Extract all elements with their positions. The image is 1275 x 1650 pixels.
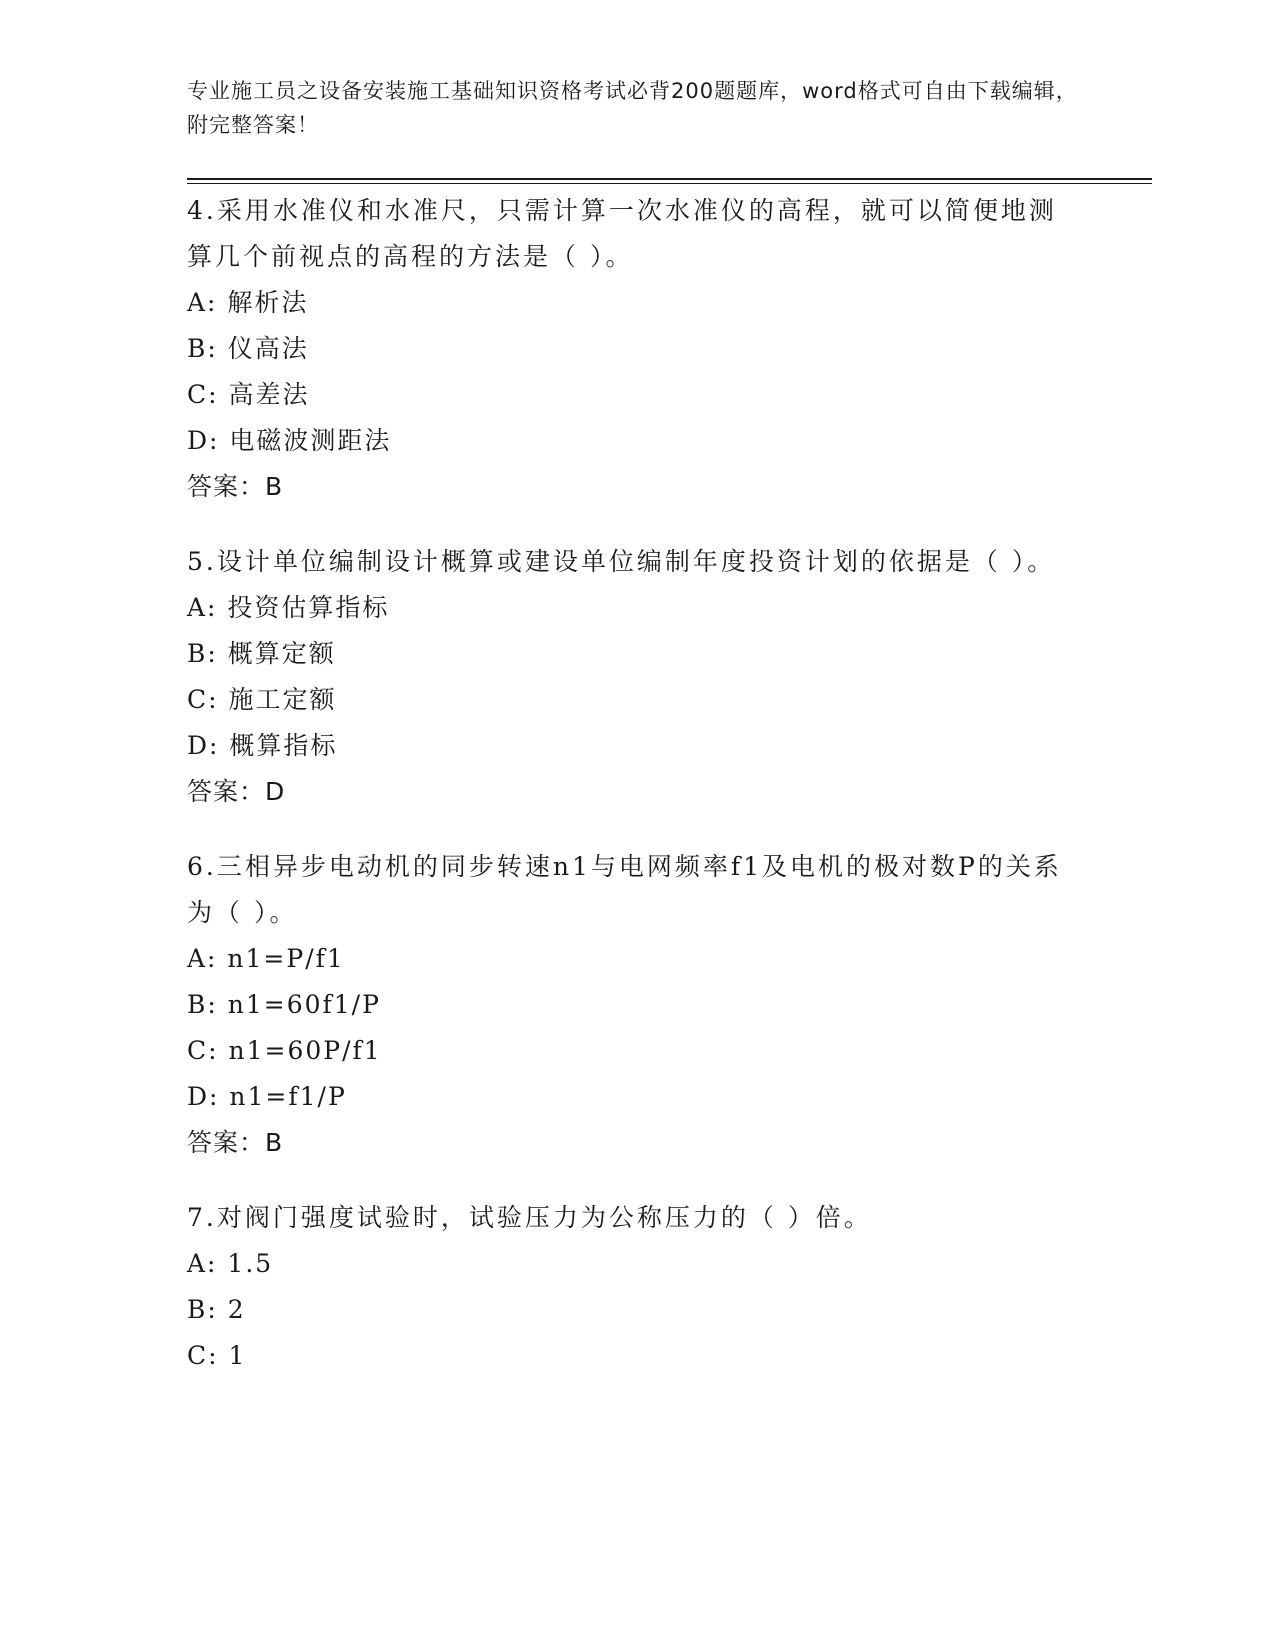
question-7 [187,1195,1067,1379]
question-5 [187,539,1067,815]
option-c: C: 1 [187,1341,247,1370]
header-rule-thick [187,178,1152,180]
option-d: D: n1=f1/P [187,1082,347,1111]
document-header: 专业施工员之设备安装施工基础知识资格考试必背200题题库，word格式可自由下载编辑，附完整答案！ [187,79,1078,137]
option-b: B: 仪高法 [187,334,309,363]
option-b: B: 概算定额 [187,639,336,668]
answer-label: 答案：D [187,777,286,806]
option-d: D: 概算指标 [187,731,338,760]
question-list [187,188,1067,1408]
option-a: A: 1.5 [187,1249,274,1278]
option-c: C: 施工定额 [187,685,337,714]
question-6 [187,844,1067,1166]
answer-label: 答案：B [187,1128,284,1157]
option-a: A: 投资估算指标 [187,593,390,622]
question-4 [187,188,1067,510]
question-stem: 5.设计单位编制设计概算或建设单位编制年度投资计划的依据是（ ）。 [187,547,1056,576]
question-stem: 6.三相异步电动机的同步转速n1与电网频率f1及电机的极对数P的关系为（ ）。 [187,852,1062,927]
question-stem: 7.对阀门强度试验时，试验压力为公称压力的（ ）倍。 [187,1203,872,1232]
answer-label: 答案：B [187,472,284,501]
question-stem: 4.采用水准仪和水准尺，只需计算一次水准仪的高程，就可以简便地测算几个前视点的高程的方法是（ ）。 [187,196,1057,271]
option-b: B: 2 [187,1295,246,1324]
option-c: C: 高差法 [187,380,310,409]
option-d: D: 电磁波测距法 [187,426,392,455]
option-b: B: n1=60f1/P [187,990,381,1019]
option-c: C: n1=60P/f1 [187,1036,382,1065]
option-a: A: 解析法 [187,288,309,317]
option-a: A: n1=P/f1 [187,944,345,973]
header-rule-thin [187,183,1152,184]
